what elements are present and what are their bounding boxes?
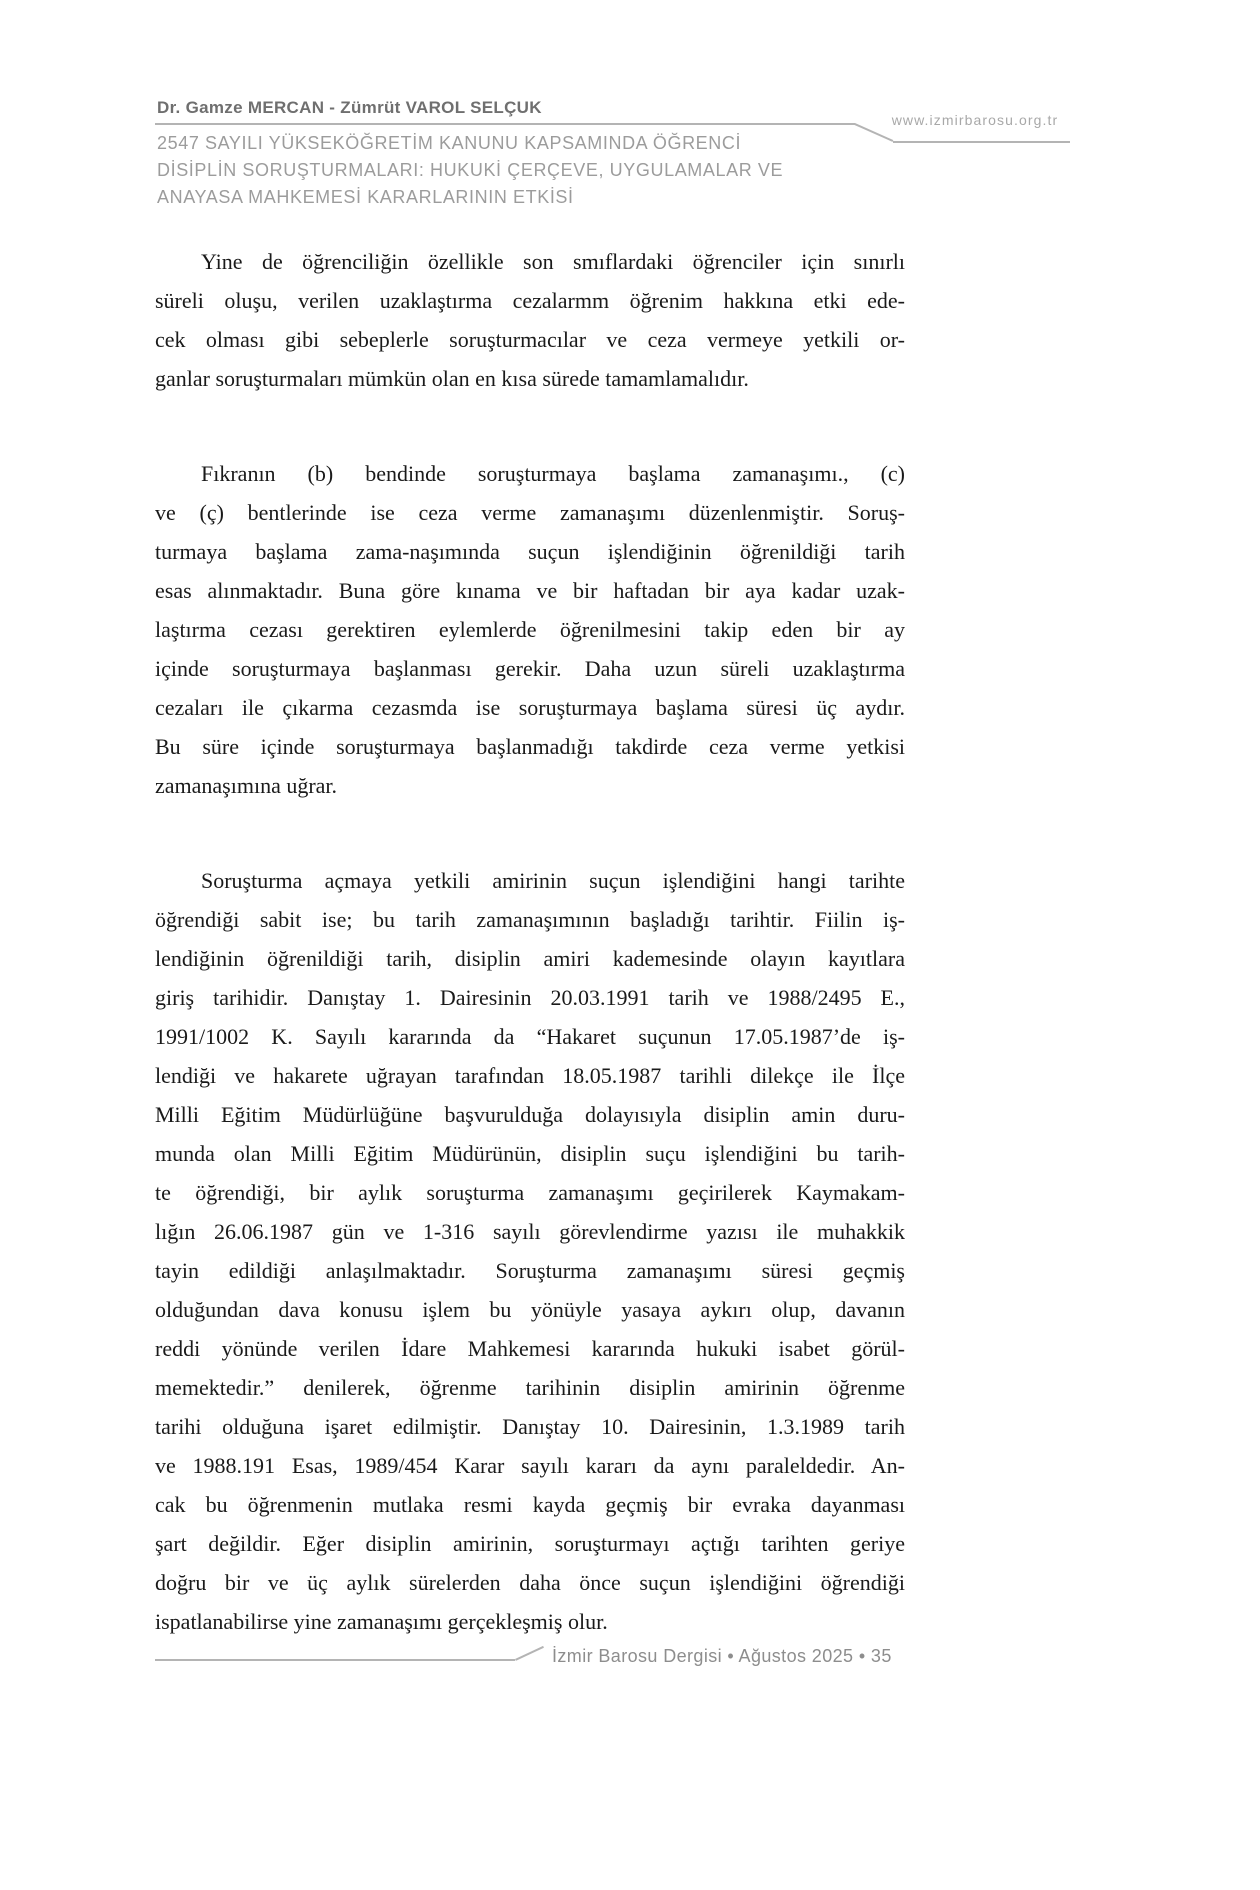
article-body bbox=[155, 242, 905, 1641]
text-line: süreli oluşu, verilen uzaklaştırma cezalarmm öğrenim hakkına etki ede- bbox=[155, 288, 905, 313]
text-line: lendiğinin öğrenildiği tarih, disiplin amiri kademesinde olayın kayıtlara bbox=[155, 946, 905, 971]
text-line: esas alınmaktadır. Buna göre kınama ve bir haftadan bir aya kadar uzak- bbox=[155, 578, 905, 603]
footer-rule bbox=[155, 1659, 515, 1661]
text-line: lendiği ve hakarete uğrayan tarafından 18.05.1987 tarihli dilekçe ile İlçe bbox=[155, 1063, 905, 1088]
text-line: cek olması gibi sebeplerle soruşturmacılar ve ceza vermeye yetkili or- bbox=[155, 327, 905, 352]
text-line: munda olan Milli Eğitim Müdürünün, disiplin suçu işlendiğini bu tarih- bbox=[155, 1141, 905, 1166]
text-line: Milli Eğitim Müdürlüğüne başvurulduğa dolayısıyla disiplin amin duru- bbox=[155, 1102, 905, 1127]
text-line: olduğundan dava konusu işlem bu yönüyle yasaya aykırı olup, davanın bbox=[155, 1297, 905, 1322]
text-line: 1991/1002 K. Sayılı kararında da “Hakaret suçunun 17.05.1987’de iş- bbox=[155, 1024, 905, 1049]
text-line: ve (ç) bentlerinde ise ceza verme zamanaşımı düzenlenmiştir. Soruş- bbox=[155, 500, 905, 525]
text-line: memektedir.” denilerek, öğrenme tarihinin disiplin amirinin öğrenme bbox=[155, 1375, 905, 1400]
title-line: DİSİPLİN SORUŞTURMALARI: HUKUKİ ÇERÇEVE, UYGULAMALAR VE bbox=[157, 160, 784, 180]
author-names: Dr. Gamze MERCAN - Zümrüt VAROL SELÇUK bbox=[157, 98, 542, 117]
header-rule-left bbox=[155, 123, 855, 125]
title-line: 2547 SAYILI YÜKSEKÖĞRETİM KANUNU KAPSAMINDA ÖĞRENCİ bbox=[157, 133, 742, 153]
text-line: cak bu öğrenmenin mutlaka resmi kayda geçmiş bir evraka dayanması bbox=[155, 1492, 905, 1517]
text-line: giriş tarihidir. Danıştay 1. Dairesinin 20.03.1991 tarih ve 1988/2495 E., bbox=[155, 985, 905, 1010]
text-line: içinde soruşturmaya başlanması gerekir. Daha uzun süreli uzaklaştırma bbox=[155, 656, 905, 681]
text-line: Yine de öğrenciliğin özellikle son smıflardaki öğrenciler için sınırlı bbox=[201, 249, 905, 274]
text-line: Soruşturma açmaya yetkili amirinin suçun işlendiğini hangi tarihte bbox=[201, 868, 905, 893]
text-line: laştırma cezası gerektiren eylemlerde öğrenilmesini takip eden bir ay bbox=[155, 617, 905, 642]
text-line: turmaya başlama zama-naşımında suçun işlendiğinin öğrenildiği tarih bbox=[155, 539, 905, 564]
paragraph bbox=[155, 242, 905, 398]
text-line: zamanaşımına uğrar. bbox=[155, 773, 338, 798]
text-line: ispatlanabilirse yine zamanaşımı gerçekleşmiş olur. bbox=[155, 1609, 608, 1634]
website-url: www.izmirbarosu.org.tr bbox=[891, 112, 1059, 128]
text-line: doğru bir ve üç aylık sürelerden daha önce suçun işlendiğini öğrendiği bbox=[155, 1570, 905, 1595]
header-rule-right bbox=[893, 141, 1070, 143]
text-line: öğrendiği sabit ise; bu tarih zamanaşımının başladığı tarihtir. Fiilin iş- bbox=[155, 907, 905, 932]
text-line: Fıkranın (b) bendinde soruşturmaya başlama zamanaşımı., (c) bbox=[201, 461, 905, 486]
text-line: ganlar soruşturmaları mümkün olan en kısa sürede tamamlamalıdır. bbox=[155, 366, 749, 391]
footer-text: İzmir Barosu Dergisi • Ağustos 2025 • 35 bbox=[552, 1646, 892, 1666]
title-line: ANAYASA MAHKEMESİ KARARLARININ ETKİSİ bbox=[157, 187, 574, 207]
article-title bbox=[157, 130, 783, 211]
footer-rule-diagonal bbox=[515, 1646, 544, 1661]
paragraph bbox=[155, 454, 905, 805]
text-line: şart değildir. Eğer disiplin amirinin, soruşturmayı açtığı tarihten geriye bbox=[155, 1531, 905, 1556]
text-line: Bu süre içinde soruşturmaya başlanmadığı takdirde ceza verme yetkisi bbox=[155, 734, 905, 759]
text-line: reddi yönünde verilen İdare Mahkemesi kararında hukuki isabet görül- bbox=[155, 1336, 905, 1361]
paragraph bbox=[155, 861, 905, 1641]
text-line: te öğrendiği, bir aylık soruşturma zamanaşımı geçirilerek Kaymakam- bbox=[155, 1180, 905, 1205]
text-line: ve 1988.191 Esas, 1989/454 Karar sayılı kararı da aynı paraleldedir. An- bbox=[155, 1453, 905, 1478]
text-line: tarihi olduğuna işaret edilmiştir. Danıştay 10. Dairesinin, 1.3.1989 tarih bbox=[155, 1414, 905, 1439]
text-line: lığın 26.06.1987 gün ve 1-316 sayılı görevlendirme yazısı ile muhakkik bbox=[155, 1219, 905, 1244]
text-line: tayin edildiği anlaşılmaktadır. Soruşturma zamanaşımı süresi geçmiş bbox=[155, 1258, 905, 1283]
text-line: cezaları ile çıkarma cezasmda ise soruşturmaya başlama süresi üç aydır. bbox=[155, 695, 905, 720]
